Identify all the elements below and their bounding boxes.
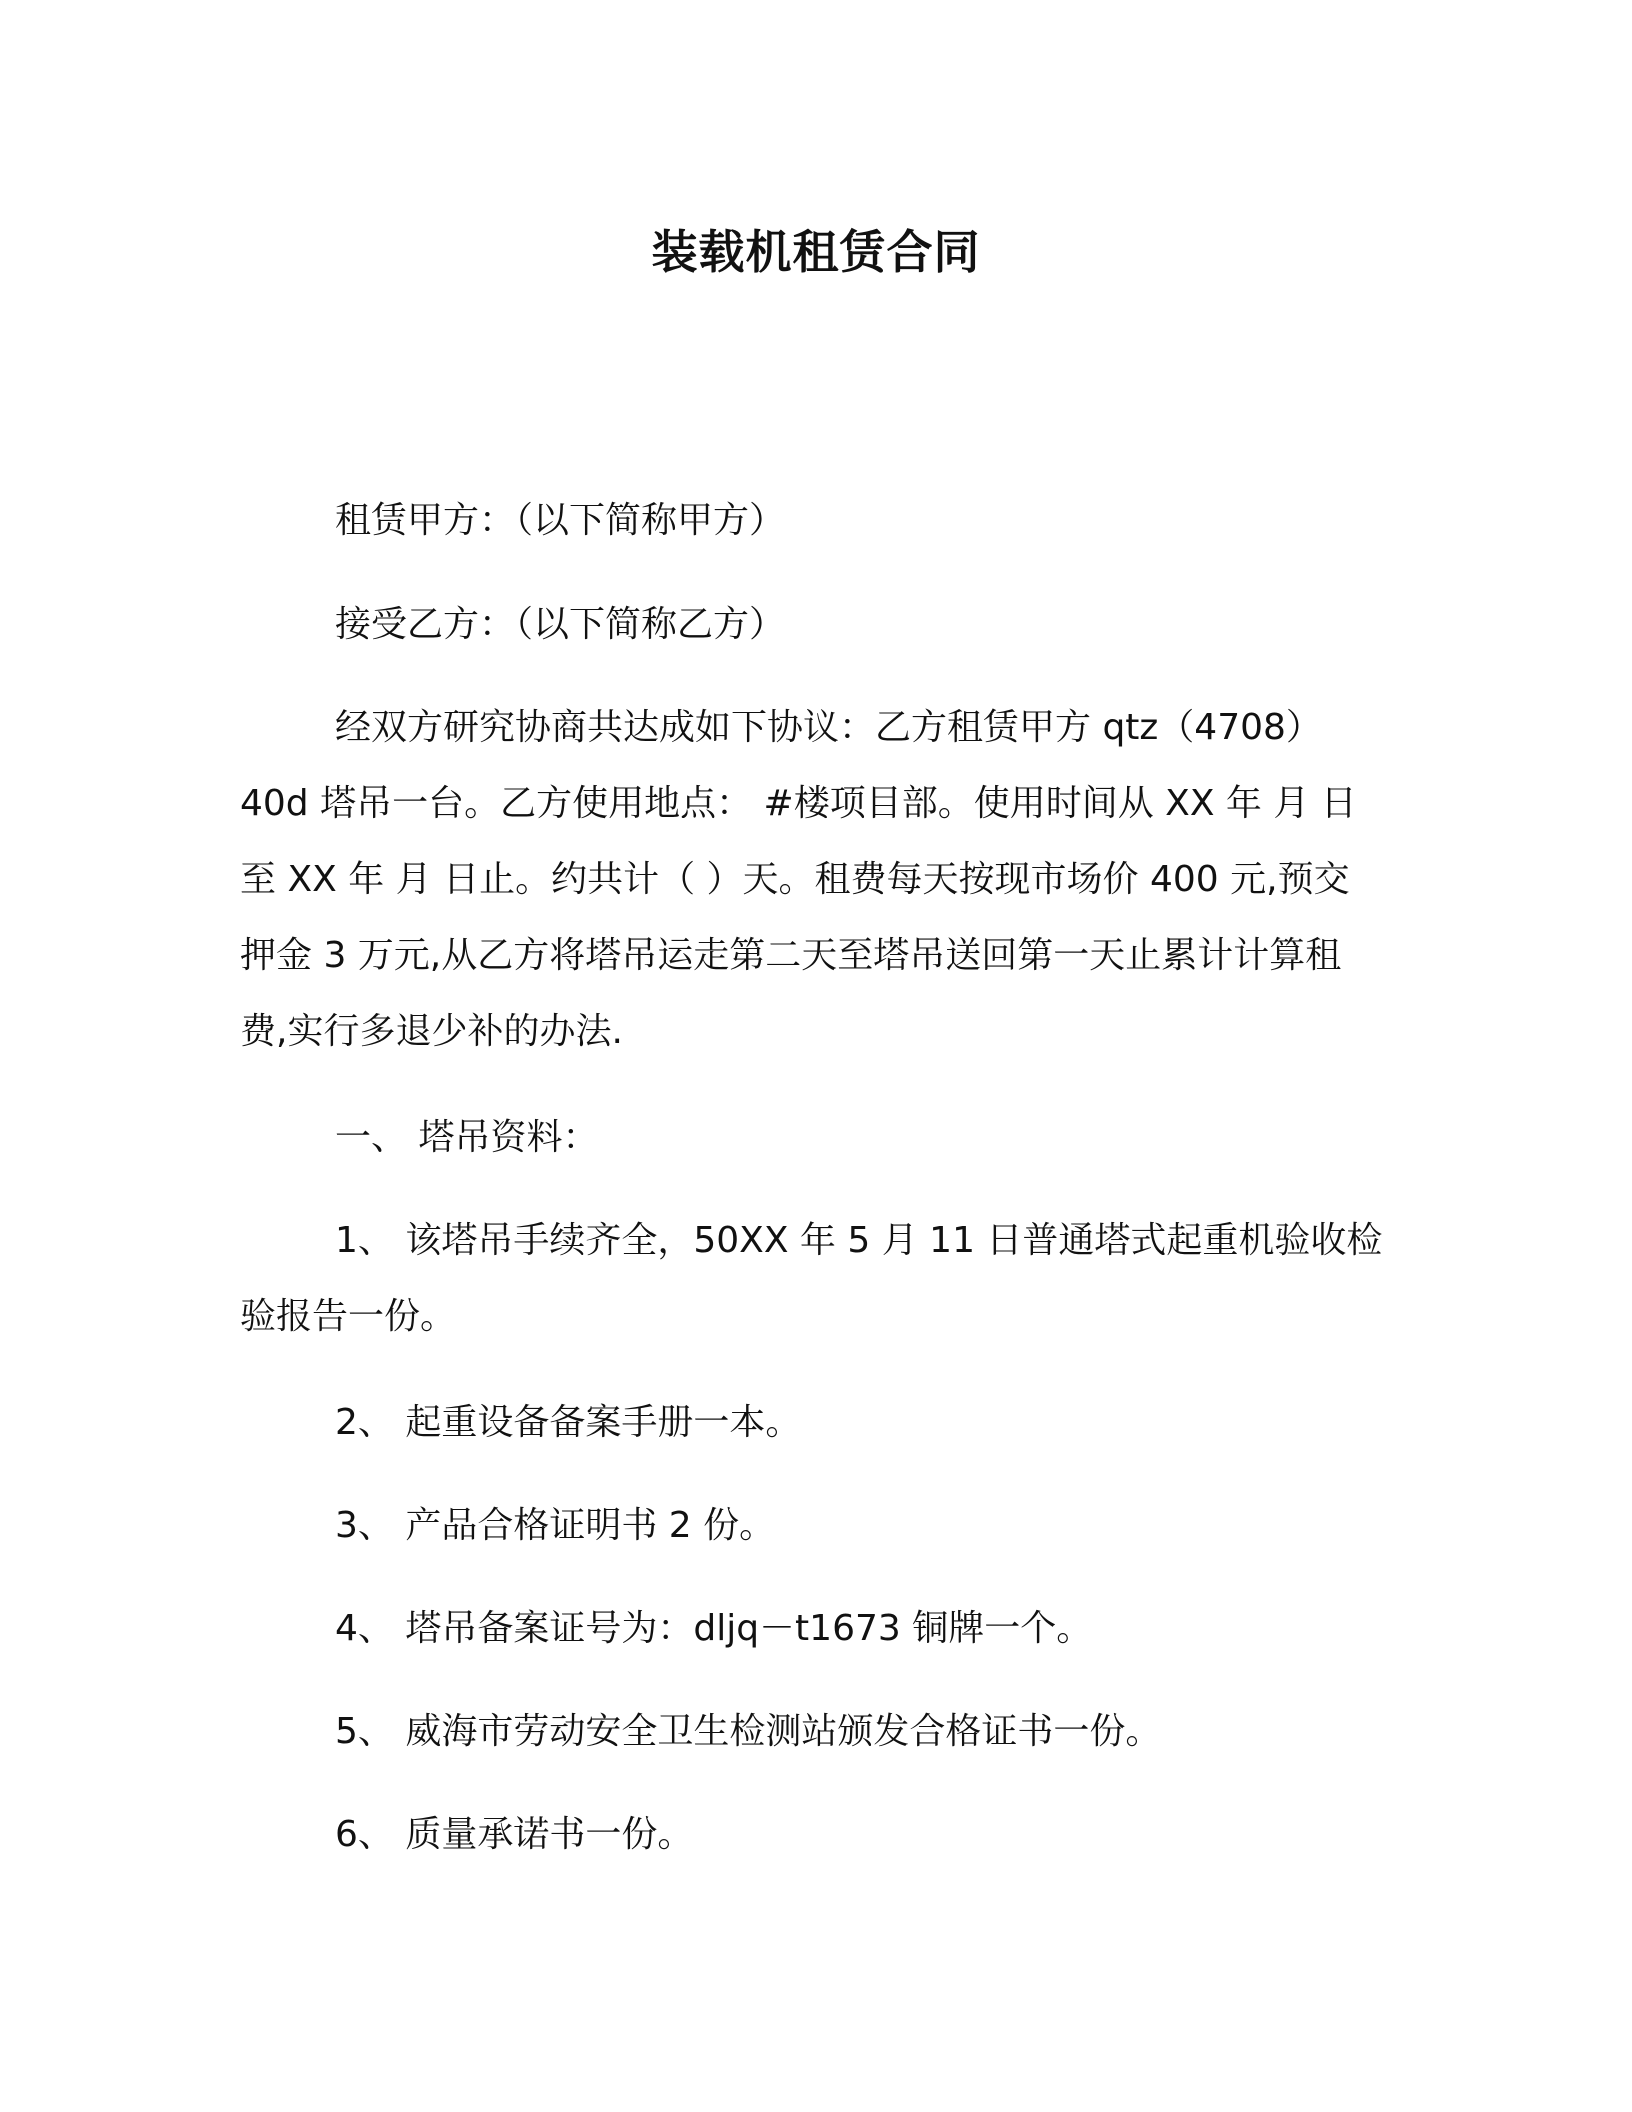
agreement-paragraph (240, 690, 1390, 1070)
agreement-line: 押金 3 万元,从乙方将塔吊运走第二天至塔吊送回第一天止累计计算租 (240, 935, 1342, 976)
item-4: 4、 塔吊备案证号为：dljq－t1673 铜牌一个。 (335, 1608, 1093, 1649)
item-1-paragraph (240, 1203, 1390, 1355)
item-5: 5、 威海市劳动安全卫生检测站颁发合格证书一份。 (335, 1711, 1162, 1752)
agreement-line: 费,实行多退少补的办法. (240, 1011, 623, 1052)
item-1-line: 验报告一份。 (240, 1296, 457, 1337)
document-title: 装载机租赁合同 (651, 225, 981, 279)
item-3: 3、 产品合格证明书 2 份。 (335, 1505, 776, 1546)
agreement-line: 经双方研究协商共达成如下协议：乙方租赁甲方 qtz（4708） (335, 707, 1322, 748)
agreement-line: 至 XX 年 月 日止。约共计（ ）天。租费每天按现市场价 400 元,预交 (240, 859, 1350, 900)
item-1-line: 1、 该塔吊手续齐全，50XX 年 5 月 11 日普通塔式起重机验收检 (335, 1220, 1383, 1261)
party-a-line: 租赁甲方：（以下简称甲方） (335, 500, 786, 541)
agreement-line: 40d 塔吊一台。乙方使用地点： #楼项目部。使用时间从 XX 年 月 日 (240, 783, 1357, 824)
party-b-line: 接受乙方：（以下简称乙方） (335, 604, 786, 645)
section-one-heading: 一、 塔吊资料： (335, 1117, 599, 1158)
item-2: 2、 起重设备备案手册一本。 (335, 1402, 802, 1443)
item-6: 6、 质量承诺书一份。 (335, 1814, 694, 1855)
